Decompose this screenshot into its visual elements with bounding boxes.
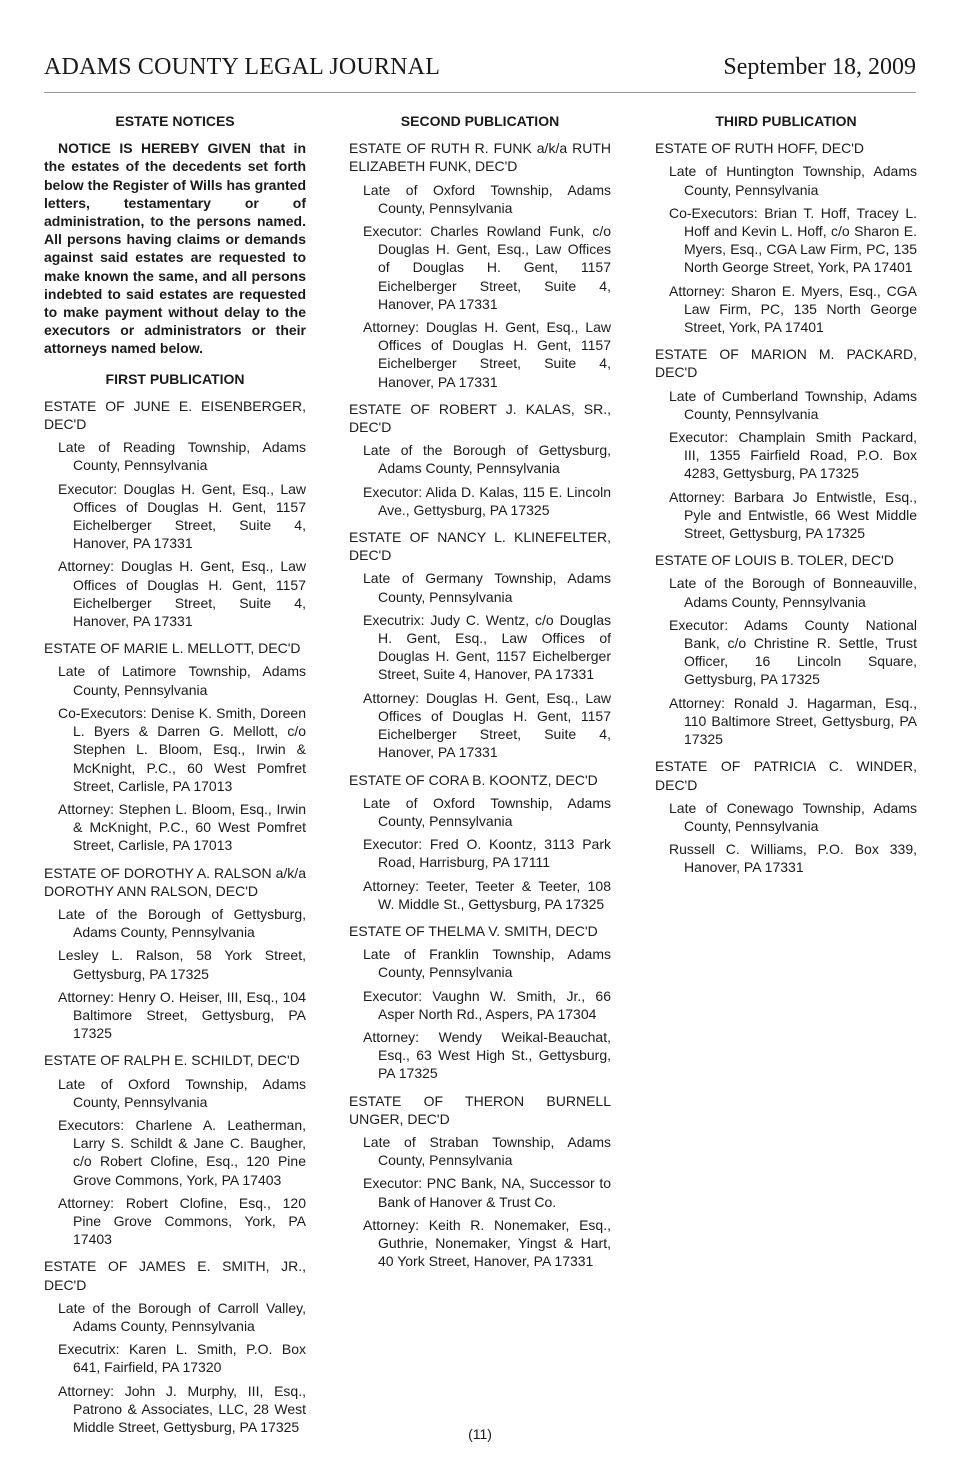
section-heading-second-publication: SECOND PUBLICATION	[400, 113, 560, 129]
estate-detail-line: Executrix: Judy C. Wentz, c/o Douglas H. Gent, Esq., Law Offices of Douglas H. Gent, 1157 Eichelberger Street, Suite 4, Hanover, PA 17331	[363, 611, 611, 683]
estate-list	[349, 139, 611, 1270]
estate-detail-line: Late of Oxford Township, Adams County, Pennsylvania	[58, 1075, 306, 1110]
estate-title: ESTATE OF CORA B. KOONTZ, DEC'D	[349, 771, 598, 788]
estate-detail-line: Late of the Borough of Carroll Valley, Adams County, Pennsylvania	[58, 1299, 306, 1334]
estate-detail-line: Late of Germany Township, Adams County, Pennsylvania	[363, 570, 611, 605]
estate-detail-line: Attorney: Douglas H. Gent, Esq., Law Offices of Douglas H. Gent, 1157 Eichelberger Street, Suite 4, Hanover, PA 17331	[58, 558, 306, 630]
estate-detail-line: Late of Oxford Township, Adams County, Pennsylvania	[363, 181, 611, 216]
estate-title: ESTATE OF JUNE E. EISENBERGER, DEC'D	[44, 397, 306, 433]
estate-notice	[349, 139, 611, 391]
estate-detail-line: Co-Executors: Denise K. Smith, Doreen L. Byers & Darren G. Mellott, c/o Stephen L. Bloom, Esq., Irwin & McKnight, P.C., 60 West Pomfret Street, Carlisle, PA 17013	[58, 704, 306, 794]
estate-detail-line: Attorney: Henry O. Heiser, III, Esq., 104 Baltimore Street, Gettysburg, PA 17325	[58, 988, 306, 1042]
section-heading-third-publication: THIRD PUBLICATION	[715, 113, 857, 129]
estate-detail-line: Attorney: Douglas H. Gent, Esq., Law Offices of Douglas H. Gent, 1157 Eichelberger Street, Suite 4, Hanover, PA 17331	[363, 319, 611, 390]
estate-detail-line: Attorney: Wendy Weikal-Beauchat, Esq., 63 West High St., Gettysburg, PA 17325	[363, 1028, 611, 1082]
estate-notice	[349, 1092, 611, 1271]
journal-title: ADAMS COUNTY LEGAL JOURNAL	[44, 54, 441, 80]
column-second-publication	[349, 112, 611, 1279]
estate-detail-line: Executor: PNC Bank, NA, Successor to Bank of Hanover & Trust Co.	[363, 1175, 611, 1210]
estate-detail-line: Executor: Champlain Smith Packard, III, 1355 Fairfield Road, P.O. Box 4283, Gettysburg, PA 17325	[669, 429, 917, 482]
estate-detail-line: Executor: Douglas H. Gent, Esq., Law Offices of Douglas H. Gent, 1157 Eichelberger Street, Suite 4, Hanover, PA 17331	[58, 480, 306, 552]
estate-detail-line: Late of Cumberland Township, Adams County, Pennsylvania	[669, 387, 917, 422]
estate-detail-line: Late of the Borough of Gettysburg, Adams County, Pennsylvania	[58, 905, 306, 941]
estate-detail-line: Late of Huntington Township, Adams County, Pennsylvania	[669, 163, 917, 198]
estate-title: ESTATE OF THELMA V. SMITH, DEC'D	[349, 922, 598, 939]
notice-intro: NOTICE IS HEREBY GIVEN that in the estates of the decedents set forth below the Register of Wills has granted letters, testamentary or of administration, to the persons named. All persons having claims or demands against said estates are requested to make known the same, and all persons indebted to said estates are requested to make payment without delay to the executors or administrators or their attorneys named below.	[44, 140, 306, 357]
estate-detail-line: Late of Straban Township, Adams County, Pennsylvania	[363, 1133, 611, 1169]
estate-list	[44, 397, 306, 1436]
estate-notice	[44, 864, 306, 1043]
estate-detail-line: Attorney: Robert Clofine, Esq., 120 Pine Grove Commons, York, PA 17403	[58, 1194, 306, 1248]
estate-notice	[655, 139, 917, 336]
estate-detail-line: Late of the Borough of Gettysburg, Adams County, Pennsylvania	[363, 442, 611, 477]
estate-detail-line: Late of Franklin Township, Adams County, Pennsylvania	[363, 946, 611, 981]
estate-detail-line: Lesley L. Ralson, 58 York Street, Gettysburg, PA 17325	[58, 947, 306, 982]
estate-detail-line: Executor: Charles Rowland Funk, c/o Douglas H. Gent, Esq., Law Offices of Douglas H. Gent, 1157 Eichelberger Street, Suite 4, Hanover, PA 17331	[363, 223, 611, 312]
estate-title: ESTATE OF DOROTHY A. RALSON a/k/a DOROTHY ANN RALSON, DEC'D	[44, 864, 306, 899]
estate-title: ESTATE OF PATRICIA C. WINDER, DEC'D	[655, 758, 917, 793]
estate-notice	[655, 757, 917, 876]
estate-detail-line: Attorney: Ronald J. Hagarman, Esq., 110 Baltimore Street, Gettysburg, PA 17325	[669, 694, 917, 748]
section-heading-estate-notices: ESTATE NOTICES	[115, 113, 235, 129]
column-third-publication	[655, 112, 917, 886]
estate-notice	[349, 528, 611, 761]
estate-title: ESTATE OF RUTH HOFF, DEC'D	[655, 140, 865, 157]
estate-detail-line: Russell C. Williams, P.O. Box 339, Hanover, PA 17331	[669, 841, 917, 876]
estate-detail-line: Late of Latimore Township, Adams County, Pennsylvania	[58, 663, 306, 698]
estate-detail-line: Executrix: Karen L. Smith, P.O. Box 641, Fairfield, PA 17320	[58, 1341, 306, 1376]
estate-notice	[349, 771, 611, 913]
page-number: (11)	[468, 1426, 492, 1442]
estate-detail-line: Attorney: John J. Murphy, III, Esq., Patrono & Associates, LLC, 28 West Middle Street, Gettysburg, PA 17325	[58, 1382, 306, 1435]
estate-notice	[655, 551, 917, 748]
estate-detail-line: Late of Reading Township, Adams County, Pennsylvania	[58, 439, 306, 474]
estate-title: ESTATE OF MARIE L. MELLOTT, DEC'D	[44, 640, 301, 657]
estate-detail-line: Attorney: Douglas H. Gent, Esq., Law Offices of Douglas H. Gent, 1157 Eichelberger Street, Suite 4, Hanover, PA 17331	[363, 689, 611, 761]
estate-detail-line: Executors: Charlene A. Leatherman, Larry S. Schildt & Jane C. Baugher, c/o Robert Clofine, Esq., 120 Pine Grove Commons, York, PA 17403	[58, 1116, 306, 1188]
estate-detail-line: Attorney: Keith R. Nonemaker, Esq., Guthrie, Nonemaker, Yingst & Hart, 40 York Street, Hanover, PA 17331	[363, 1216, 611, 1270]
estate-notice	[44, 1051, 306, 1248]
estate-detail-line: Executor: Alida D. Kalas, 115 E. Lincoln Ave., Gettysburg, PA 17325	[363, 483, 611, 518]
estate-title: ESTATE OF NANCY L. KLINEFELTER, DEC'D	[349, 529, 611, 564]
estate-detail-line: Executor: Adams County National Bank, c/o Christine R. Settle, Trust Officer, 16 Lincoln Square, Gettysburg, PA 17325	[669, 616, 917, 688]
estate-detail-line: Executor: Vaughn W. Smith, Jr., 66 Asper North Rd., Aspers, PA 17304	[363, 987, 611, 1022]
estate-title: ESTATE OF ROBERT J. KALAS, SR., DEC'D	[349, 400, 611, 436]
estate-title: ESTATE OF THERON BURNELL UNGER, DEC'D	[349, 1092, 611, 1127]
estate-notice	[44, 1257, 306, 1436]
estate-detail-line: Attorney: Teeter, Teeter & Teeter, 108 W. Middle St., Gettysburg, PA 17325	[363, 877, 611, 912]
estate-title: ESTATE OF RALPH E. SCHILDT, DEC'D	[44, 1052, 300, 1069]
estate-detail-line: Attorney: Stephen L. Bloom, Esq., Irwin & McKnight, P.C., 60 West Pomfret Street, Carlisle, PA 17013	[58, 800, 306, 854]
estate-detail-line: Late of Conewago Township, Adams County, Pennsylvania	[669, 799, 917, 834]
estate-notice	[655, 345, 917, 542]
estate-notice	[349, 922, 611, 1083]
section-heading-first-publication: FIRST PUBLICATION	[105, 370, 245, 387]
estate-notice	[349, 400, 611, 519]
estate-notice	[44, 397, 306, 630]
estate-detail-line: Attorney: Sharon E. Myers, Esq., CGA Law Firm, PC, 135 North George Street, York, PA 17401	[669, 282, 917, 336]
estate-detail-line: Attorney: Barbara Jo Entwistle, Esq., Pyle and Entwistle, 66 West Middle Street, Gettysburg, PA 17325	[669, 488, 917, 542]
estate-notice	[44, 639, 306, 854]
page-header	[44, 52, 916, 93]
estate-detail-line: Late of the Borough of Bonneauville, Adams County, Pennsylvania	[669, 575, 917, 610]
estate-detail-line: Co-Executors: Brian T. Hoff, Tracey L. Hoff and Kevin L. Hoff, c/o Sharon E. Myers, Esq., CGA Law Firm, PC, 135 North George Street, York, PA 17401	[669, 204, 917, 276]
column-first-publication	[44, 112, 306, 1445]
estate-detail-line: Late of Oxford Township, Adams County, Pennsylvania	[363, 794, 611, 829]
estate-detail-line: Executor: Fred O. Koontz, 3113 Park Road, Harrisburg, PA 17111	[363, 836, 611, 871]
estate-title: ESTATE OF LOUIS B. TOLER, DEC'D	[655, 552, 894, 569]
estate-title: ESTATE OF RUTH R. FUNK a/k/a RUTH ELIZABETH FUNK, DEC'D	[349, 140, 611, 175]
issue-date: September 18, 2009	[723, 54, 916, 80]
estate-title: ESTATE OF JAMES E. SMITH, JR., DEC'D	[44, 1258, 306, 1293]
estate-title: ESTATE OF MARION M. PACKARD, DEC'D	[655, 346, 917, 381]
estate-list	[655, 139, 917, 876]
